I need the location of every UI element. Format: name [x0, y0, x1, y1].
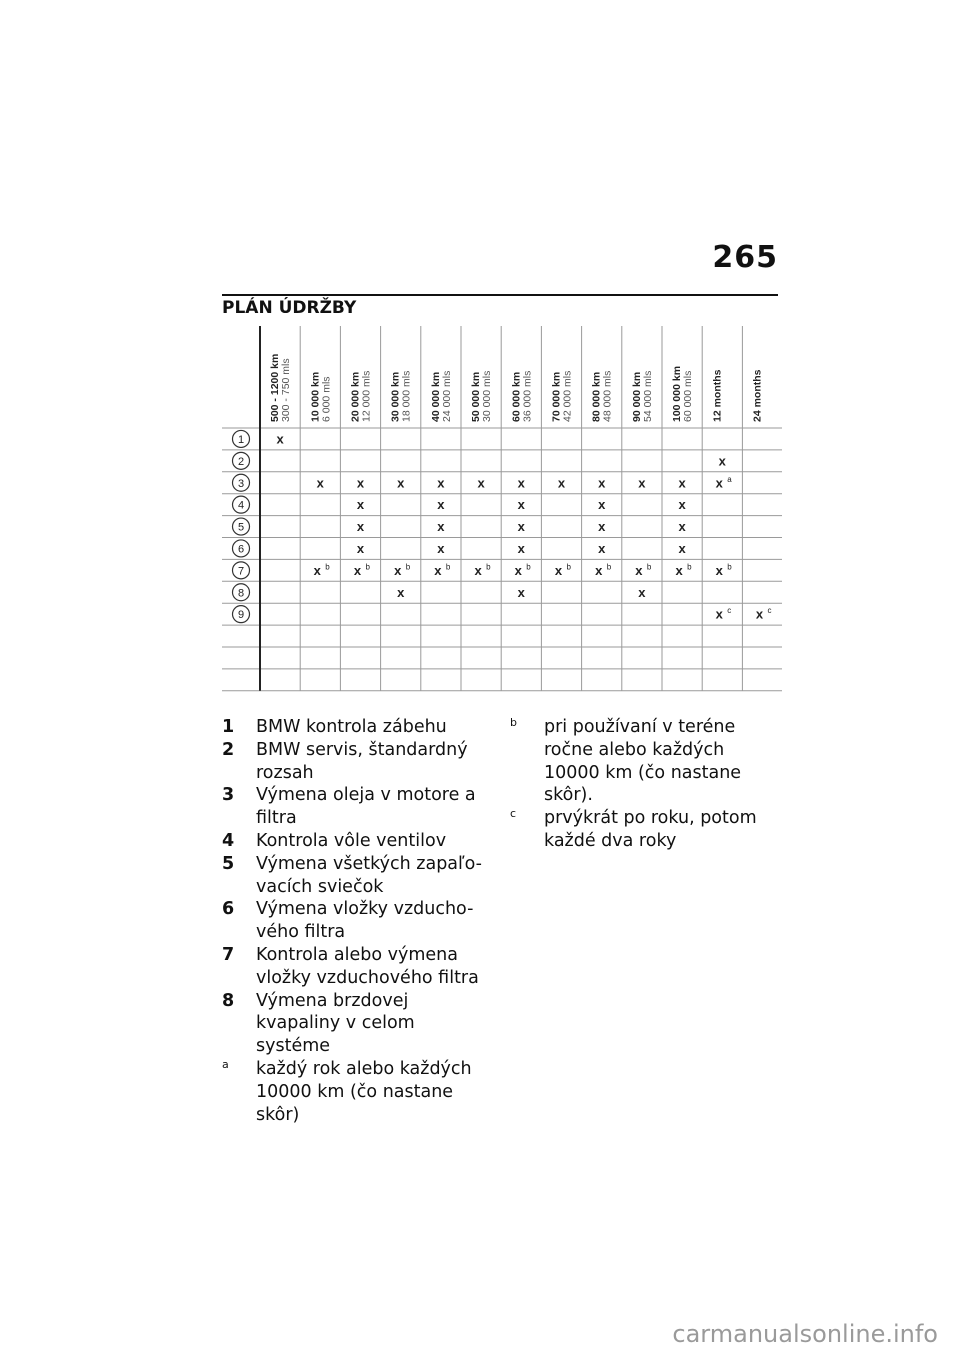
column-header [510, 371, 533, 422]
legend-text: Výmena brzdovej kvapaliny v celom systéme [256, 990, 415, 1057]
column-header [631, 371, 654, 422]
legend-text: Kontrola alebo výmena vložky vzduchového filtra [256, 944, 479, 988]
column-header [711, 369, 723, 422]
schedule-mark: x [434, 562, 442, 578]
column-header-primary: 24 months [751, 369, 764, 422]
column-header [752, 369, 764, 422]
column-header [551, 371, 574, 422]
schedule-mark: x [598, 540, 606, 556]
schedule-mark: x [598, 475, 606, 491]
legend-item [222, 739, 490, 785]
maintenance-schedule-table [222, 326, 782, 711]
schedule-mark: x [353, 562, 362, 578]
row-number: 1 [237, 433, 245, 446]
schedule-mark: x [437, 540, 445, 556]
schedule-mark: x [316, 475, 324, 491]
column-header-primary: 30 000 km [389, 371, 402, 422]
schedule-mark: x [514, 562, 522, 578]
column-header-primary: 20 000 km [349, 371, 362, 422]
schedule-footnote-mark: b [405, 562, 411, 572]
schedule-mark: x [356, 497, 365, 513]
column-header-secondary: 24 000 mls [440, 370, 453, 422]
schedule-footnote-mark: b [325, 562, 330, 572]
column-header [591, 371, 614, 422]
legend-text: Výmena oleja v motore a filtra [256, 785, 476, 829]
row-number-badge [233, 452, 250, 469]
legend-item [222, 830, 490, 853]
legend-key: a [222, 1057, 229, 1071]
row-number-badge [233, 496, 250, 513]
row-number: 7 [237, 565, 245, 578]
schedule-mark: x [675, 562, 683, 578]
row-number: 5 [237, 521, 245, 534]
legend-text: prvýkrát po roku, potom každé dva roky [544, 808, 757, 851]
legend-item [510, 807, 780, 853]
schedule-mark: x [356, 519, 365, 535]
column-header-primary: 60 000 km [510, 371, 523, 422]
legend-text: BMW servis, štandardný rozsah [256, 739, 468, 783]
schedule-mark: x [598, 519, 606, 535]
schedule-mark: x [276, 431, 284, 447]
schedule-mark: x [437, 497, 445, 513]
column-header-secondary: 36 000 mls [521, 370, 534, 422]
schedule-footnote-mark: b [566, 562, 571, 572]
watermark: carmanualsonline.info [672, 1320, 938, 1348]
row-number-badge [233, 606, 250, 623]
legend-key: 5 [222, 853, 235, 874]
schedule-mark: x [474, 562, 482, 578]
schedule-mark: x [715, 475, 723, 491]
legend-item [222, 990, 490, 1058]
legend-text: Kontrola vôle ventilov [256, 830, 447, 851]
column-header-primary: 80 000 km [590, 371, 603, 422]
schedule-mark: x [313, 562, 321, 578]
schedule-mark: x [678, 519, 686, 535]
row-number: 6 [237, 543, 245, 556]
legend-key: 3 [222, 785, 235, 806]
column-header-primary: 10 000 km [309, 371, 322, 422]
section-title: PLÁN ÚDRŽBY [222, 298, 357, 318]
schedule-footnote-mark: c [767, 606, 772, 616]
schedule-mark: x [356, 540, 365, 556]
column-header-secondary: 30 000 mls [481, 370, 494, 422]
column-header-primary: 100 000 km [671, 365, 684, 422]
legend-text: BMW kontrola zábehu [256, 717, 447, 737]
legend-item [222, 944, 490, 990]
row-number: 8 [237, 587, 245, 600]
row-number-badge [233, 518, 250, 535]
column-header-secondary: 42 000 mls [561, 370, 574, 422]
row-number-badge [233, 540, 250, 557]
schedule-mark: x [356, 475, 365, 491]
schedule-footnote-mark: b [727, 562, 732, 572]
schedule-footnote-mark: a [727, 474, 732, 484]
schedule-mark: x [755, 606, 764, 622]
schedule-mark: x [517, 475, 525, 491]
row-number: 9 [237, 609, 245, 622]
schedule-footnote-mark: b [486, 562, 491, 572]
column-header [470, 371, 493, 422]
column-header [671, 366, 694, 422]
legend-item [222, 1058, 490, 1126]
schedule-mark: x [517, 519, 525, 535]
legend-text: pri používaní v teréne ročne alebo každých 10000 km (čo nastane skôr). [544, 717, 742, 806]
row-number: 3 [237, 477, 245, 490]
legend-key: 4 [222, 830, 235, 851]
schedule-mark: x [517, 497, 525, 513]
legend-text: Výmena všetkých zapaľo-vacích sviečok [256, 853, 482, 897]
row-number-badge [233, 562, 250, 579]
legend-key: 7 [222, 944, 235, 965]
column-header-secondary: 54 000 mls [641, 370, 654, 422]
column-header-primary: 40 000 km [429, 371, 442, 422]
legend-text: každý rok alebo každých 10000 km (čo nastane skôr) [256, 1058, 472, 1125]
schedule-mark: x [678, 475, 686, 491]
legend-key: b [510, 716, 517, 729]
column-header-primary: 70 000 km [550, 371, 563, 422]
header-rule [222, 294, 778, 296]
schedule-mark: x [678, 540, 686, 556]
legend-key: 6 [222, 899, 235, 920]
legend-left [222, 716, 490, 1126]
schedule-mark: x [397, 584, 405, 600]
legend-item [510, 716, 780, 807]
schedule-footnote-mark: c [727, 606, 732, 616]
column-header-secondary: 6 000 mls [320, 376, 333, 422]
legend-right [510, 716, 780, 853]
row-number-badge [233, 474, 250, 491]
schedule-mark: x [517, 540, 525, 556]
schedule-mark: x [557, 475, 566, 491]
column-header-secondary: 60 000 mls [682, 370, 695, 422]
column-header-primary: 500 - 1200 km [269, 353, 282, 422]
legend-item [222, 716, 490, 739]
column-header [309, 372, 332, 422]
schedule-mark: x [715, 606, 723, 622]
column-header-secondary: 48 000 mls [601, 370, 614, 422]
column-header [269, 354, 292, 422]
schedule-mark: x [715, 562, 723, 578]
row-number: 4 [237, 499, 245, 512]
schedule-mark: x [638, 584, 646, 600]
column-header-primary: 90 000 km [630, 371, 643, 422]
schedule-mark: x [477, 475, 485, 491]
column-header-primary: 50 000 km [470, 371, 483, 422]
column-header [430, 371, 453, 422]
column-header-secondary: 300 - 750 mls [280, 358, 293, 422]
column-header [350, 371, 373, 422]
row-number: 2 [237, 455, 245, 468]
schedule-mark: x [397, 475, 405, 491]
schedule-mark: x [598, 497, 606, 513]
schedule-mark: x [595, 562, 603, 578]
schedule-footnote-mark: b [646, 562, 652, 572]
legend-text: Výmena vložky vzducho-vého filtra [256, 899, 474, 943]
schedule-mark: x [678, 497, 686, 513]
schedule-footnote-mark: b [687, 562, 692, 572]
legend-key: 8 [222, 990, 235, 1011]
row-number-badge [233, 430, 250, 447]
schedule-mark: x [394, 562, 402, 578]
schedule-mark: x [635, 562, 643, 578]
schedule-footnote-mark: b [365, 562, 370, 572]
column-header-secondary: 18 000 mls [400, 370, 413, 422]
legend-key: c [510, 807, 517, 821]
column-header [390, 371, 413, 422]
schedule-mark: x [437, 475, 445, 491]
schedule-mark: x [638, 475, 646, 491]
page-number: 265 [712, 240, 778, 275]
legend-item [222, 784, 490, 830]
schedule-mark: x [718, 453, 726, 469]
legend-key: 1 [222, 717, 235, 737]
row-number-badge [233, 584, 250, 601]
schedule-footnote-mark: b [526, 562, 531, 572]
schedule-footnote-mark: b [606, 562, 612, 572]
column-header-primary: 12 months [711, 369, 724, 422]
legend-item [222, 898, 490, 944]
legend-item [222, 853, 490, 899]
legend-key: 2 [222, 739, 235, 760]
column-header-secondary: 12 000 mls [360, 370, 373, 422]
schedule-mark: x [517, 584, 525, 600]
schedule-mark: x [554, 562, 563, 578]
schedule-footnote-mark: b [445, 562, 451, 572]
schedule-mark: x [437, 519, 445, 535]
